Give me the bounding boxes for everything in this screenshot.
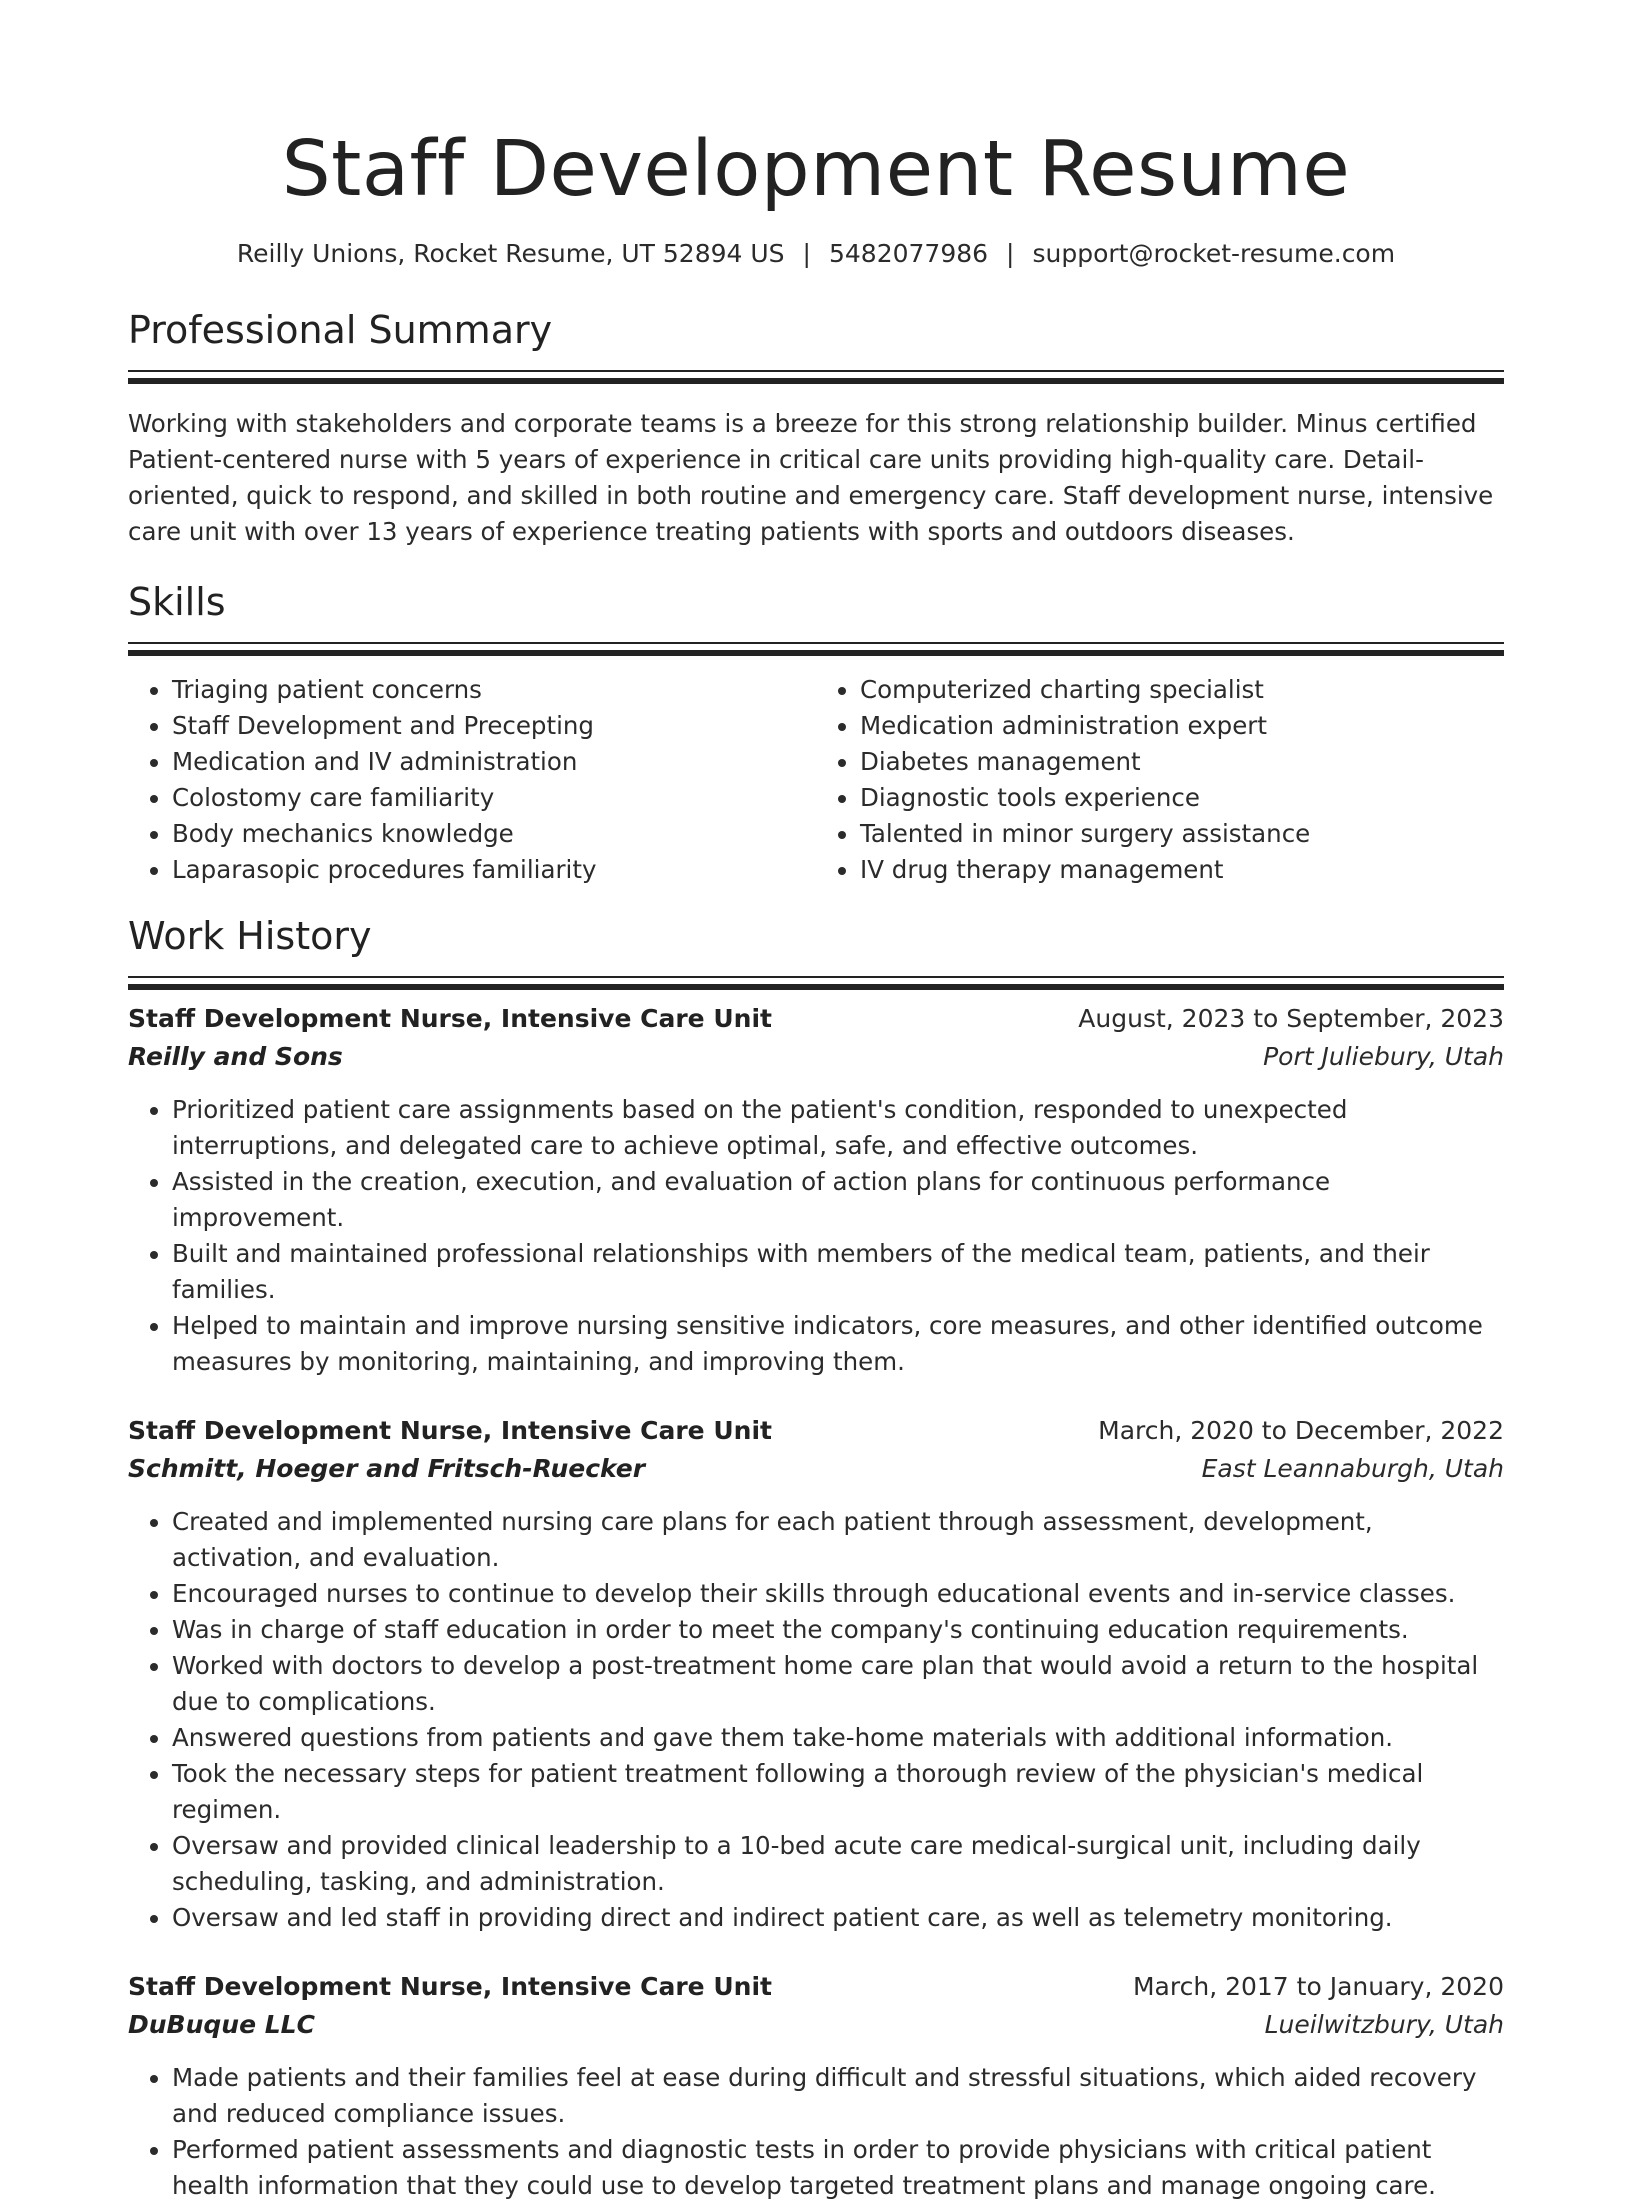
contact-email: support@rocket-resume.com bbox=[1032, 239, 1396, 268]
job-company: Reilly and Sons bbox=[128, 1042, 343, 1071]
contact-address: Reilly Unions, Rocket Resume, UT 52894 US bbox=[236, 239, 785, 268]
job-duties bbox=[128, 2060, 1504, 2204]
job-header bbox=[128, 1968, 1504, 2006]
contact-separator: | bbox=[1006, 239, 1015, 268]
contact-phone: 5482077986 bbox=[828, 239, 989, 268]
job-duty: • Took the necessary steps for patient treatment following a thorough review of the physician's medical regimen. bbox=[172, 1756, 1504, 1828]
job-entry bbox=[128, 1412, 1504, 1936]
job-duty: • Answered questions from patients and gave them take-home materials with additional information. bbox=[172, 1720, 1504, 1756]
job-duty: • Worked with doctors to develop a post-treatment home care plan that would avoid a return to the hospital due to complications. bbox=[172, 1648, 1504, 1720]
job-title: Staff Development Nurse, Intensive Care Unit bbox=[128, 1004, 772, 1033]
job-duties bbox=[128, 1092, 1504, 1380]
skill-item: • Talented in minor surgery assistance bbox=[860, 816, 1504, 852]
job-duty: • Encouraged nurses to continue to develop their skills through educational events and in-service classes. bbox=[172, 1576, 1504, 1612]
job-subheader bbox=[128, 2006, 1504, 2044]
job-title: Staff Development Nurse, Intensive Care Unit bbox=[128, 1416, 772, 1445]
skill-item: • Diagnostic tools experience bbox=[860, 780, 1504, 816]
job-header bbox=[128, 1000, 1504, 1038]
job-dates: March, 2017 to January, 2020 bbox=[1132, 1972, 1504, 2001]
job-dates: August, 2023 to September, 2023 bbox=[1078, 1004, 1504, 1033]
skill-item: • Laparasopic procedures familiarity bbox=[172, 852, 816, 888]
summary-text: Working with stakeholders and corporate teams is a breeze for this strong relationship builder. Minus certified Patient-centered nurse with 5 years of experience in critical care units providing high-quality care. Detail-oriented, quick to respond, and skilled in both routine and emergency care. Staff development nurse, intensive care unit with over 13 years of experience treating patients with sports and outdoors diseases. bbox=[128, 409, 1494, 546]
job-dates: March, 2020 to December, 2022 bbox=[1098, 1416, 1504, 1445]
job-entry bbox=[128, 1000, 1504, 1380]
job-header bbox=[128, 1412, 1504, 1450]
summary-section bbox=[128, 306, 1504, 550]
job-duty: • Created and implemented nursing care plans for each patient through assessment, development, activation, and evaluation. bbox=[172, 1504, 1504, 1576]
skill-item: • Colostomy care familiarity bbox=[172, 780, 816, 816]
job-duty: • Assisted in the creation, execution, and evaluation of action plans for continuous performance improvement. bbox=[172, 1164, 1504, 1236]
job-subheader bbox=[128, 1450, 1504, 1488]
job-location: Lueilwitzbury, Utah bbox=[1264, 2010, 1504, 2039]
resume-title: Staff Development Resume bbox=[281, 125, 1351, 214]
skill-item: • Medication and IV administration bbox=[172, 744, 816, 780]
section-divider bbox=[128, 976, 1504, 1000]
job-duty: • Oversaw and led staff in providing direct and indirect patient care, as well as telemetry monitoring. bbox=[172, 1900, 1504, 1936]
summary-heading: Professional Summary bbox=[128, 308, 553, 352]
job-location: Port Juliebury, Utah bbox=[1263, 1042, 1504, 1071]
job-duty: • Was in charge of staff education in order to meet the company's continuing education requirements. bbox=[172, 1612, 1504, 1648]
job-duty: • Built and maintained professional relationships with members of the medical team, patients, and their families. bbox=[172, 1236, 1504, 1308]
skill-item: • IV drug therapy management bbox=[860, 852, 1504, 888]
skill-item: • Diabetes management bbox=[860, 744, 1504, 780]
job-title: Staff Development Nurse, Intensive Care Unit bbox=[128, 1972, 772, 2001]
job-duty: • Prioritized patient care assignments based on the patient's condition, responded to unexpected interruptions, and delegated care to achieve optimal, safe, and effective outcomes. bbox=[172, 1092, 1504, 1164]
job-duty: • Helped to maintain and improve nursing sensitive indicators, core measures, and other identified outcome measures by monitoring, maintaining, and improving them. bbox=[172, 1308, 1504, 1380]
skills-column-right bbox=[816, 672, 1504, 888]
skills-section bbox=[128, 578, 1504, 888]
contact-line bbox=[128, 236, 1504, 272]
job-company: DuBuque LLC bbox=[128, 2010, 315, 2039]
work-history-section bbox=[128, 912, 1504, 2204]
job-entry bbox=[128, 1968, 1504, 2204]
skills-column-left bbox=[128, 672, 816, 888]
skills-list-right bbox=[816, 672, 1504, 888]
skills-list-left bbox=[128, 672, 816, 888]
job-duty: • Made patients and their families feel at ease during difficult and stressful situations, which aided recovery and reduced compliance issues. bbox=[172, 2060, 1504, 2132]
job-duties bbox=[128, 1504, 1504, 1936]
section-divider bbox=[128, 642, 1504, 666]
skill-item: • Staff Development and Precepting bbox=[172, 708, 816, 744]
skill-item: • Computerized charting specialist bbox=[860, 672, 1504, 708]
job-company: Schmitt, Hoeger and Fritsch-Ruecker bbox=[128, 1454, 646, 1483]
skills-grid bbox=[128, 672, 1504, 888]
work-history-heading: Work History bbox=[128, 914, 372, 958]
skill-item: • Body mechanics knowledge bbox=[172, 816, 816, 852]
skills-heading: Skills bbox=[128, 580, 226, 624]
contact-separator: | bbox=[802, 239, 811, 268]
skill-item: • Triaging patient concerns bbox=[172, 672, 816, 708]
section-divider bbox=[128, 370, 1504, 394]
skill-item: • Medication administration expert bbox=[860, 708, 1504, 744]
job-location: East Leannaburgh, Utah bbox=[1201, 1454, 1504, 1483]
job-duty: • Oversaw and provided clinical leadership to a 10-bed acute care medical-surgical unit, including daily scheduling, tasking, and administration. bbox=[172, 1828, 1504, 1900]
job-subheader bbox=[128, 1038, 1504, 1076]
job-duty: • Performed patient assessments and diagnostic tests in order to provide physicians with critical patient health information that they could use to develop targeted treatment plans and manage ongoing care. bbox=[172, 2132, 1504, 2204]
